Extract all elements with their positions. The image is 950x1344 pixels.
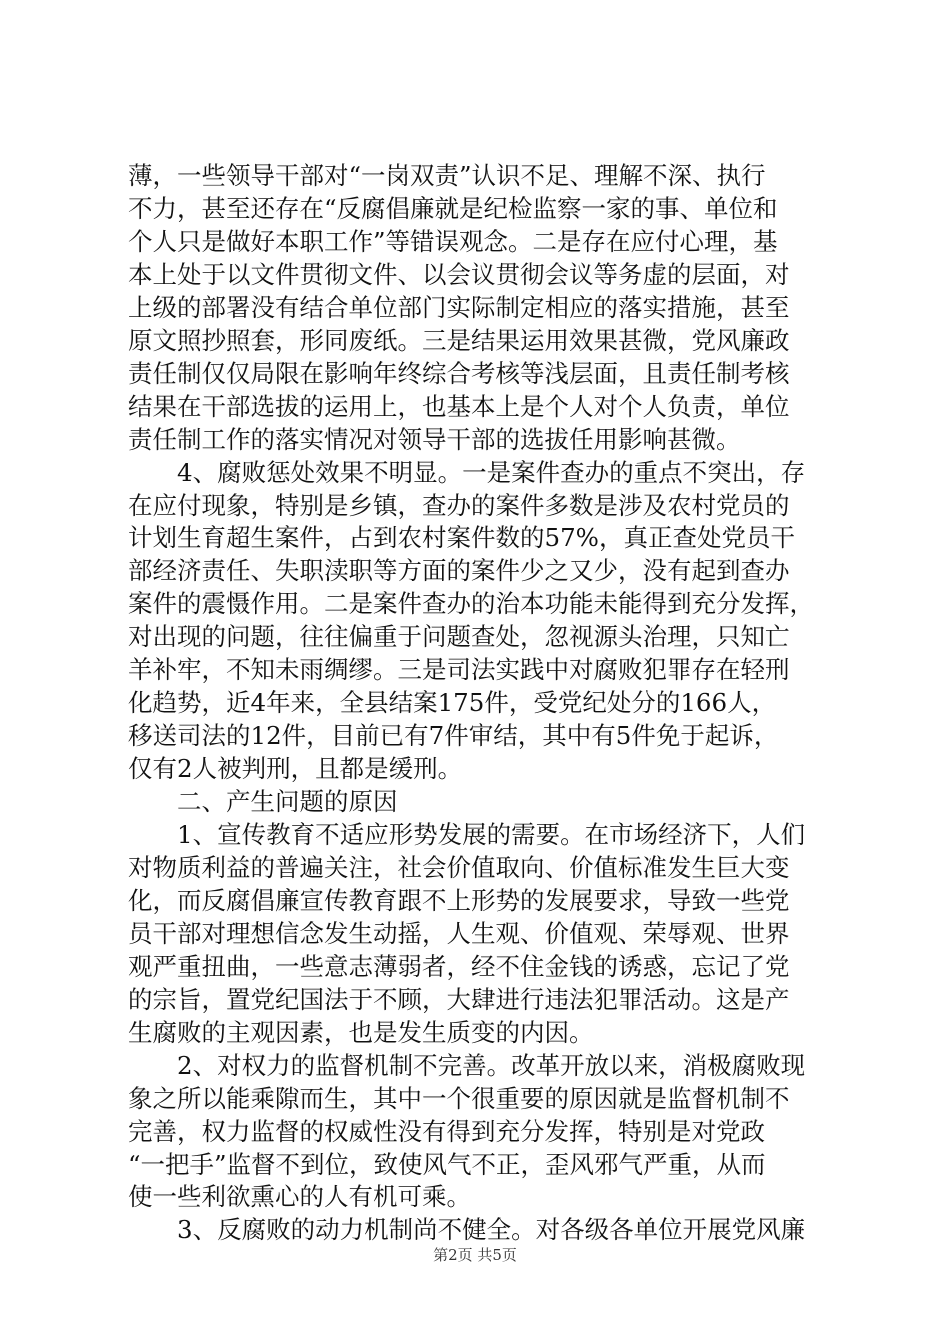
text-line: 2、对权力的监督机制不完善。改革开放以来，消极腐败现 (128, 1051, 806, 1080)
text-line: 薄，一些领导干部对“一岗双责”认识不足、理解不深、执行 (128, 161, 766, 190)
text-line: 化，而反腐倡廉宣传教育跟不上形势的发展要求，导致一些党 (128, 886, 790, 915)
text-line: 结果在干部选拔的运用上，也基本上是个人对个人负责，单位 (128, 392, 790, 421)
text-line: 使一些利欲熏心的人有机可乘。 (128, 1182, 471, 1211)
text-line: 观严重扭曲，一些意志薄弱者，经不住金钱的诱惑，忘记了党 (128, 952, 790, 981)
text-line: 部经济责任、失职渎职等方面的案件少之又少，没有起到查办 (128, 556, 790, 585)
text-line: 的宗旨，置党纪国法于不顾，大肆进行违法犯罪活动。这是产 (128, 985, 790, 1014)
text-line: 对出现的问题，往往偏重于问题查处，忽视源头治理，只知亡 (128, 622, 790, 651)
text-line: 3、反腐败的动力机制尚不健全。对各级各单位开展党风廉 (128, 1215, 806, 1244)
text-line: 不力，甚至还存在“反腐倡廉就是纪检监察一家的事、单位和 (128, 194, 778, 223)
text-line: 本上处于以文件贯彻文件、以会议贯彻会议等务虚的层面，对 (128, 260, 790, 289)
text-line: 化趋势，近4年来，全县结案175件，受党纪处分的166人， (128, 688, 777, 717)
text-line: 责任制仅仅局限在影响年终综合考核等浅层面，且责任制考核 (128, 359, 790, 388)
text-line: 在应付现象，特别是乡镇，查办的案件多数是涉及农村党员的 (128, 491, 790, 520)
text-line: 上级的部署没有结合单位部门实际制定相应的落实措施，甚至 (128, 293, 790, 322)
text-line: 象之所以能乘隙而生，其中一个很重要的原因就是监督机制不 (128, 1084, 790, 1113)
text-line: 责任制工作的落实情况对领导干部的选拔任用影响甚微。 (128, 425, 741, 454)
text-line: 对物质利益的普遍关注，社会价值取向、价值标准发生巨大变 (128, 853, 790, 882)
text-line: 1、宣传教育不适应形势发展的需要。在市场经济下，人们 (128, 820, 806, 849)
text-line: 员干部对理想信念发生动摇，人生观、价值观、荣辱观、世界 (128, 919, 790, 948)
text-line: 计划生育超生案件，占到农村案件数的57%，真正查处党员干 (128, 523, 795, 552)
text-line: 案件的震慑作用。二是案件查办的治本功能未能得到充分发挥， (128, 589, 814, 618)
text-line: 生腐败的主观因素，也是发生质变的内因。 (128, 1018, 594, 1047)
text-line: 原文照抄照套，形同废纸。三是结果运用效果甚微，党风廉政 (128, 326, 790, 355)
text-line: 4、腐败惩处效果不明显。一是案件查办的重点不突出，存 (128, 458, 806, 487)
page-footer: 第2页 共5页 (433, 1246, 517, 1264)
text-line: 完善，权力监督的权威性没有得到充分发挥，特别是对党政 (128, 1117, 765, 1146)
text-line: 羊补牢，不知未雨绸缪。三是司法实践中对腐败犯罪存在轻刑 (128, 655, 790, 684)
text-line: 仅有2人被判刑，且都是缓刑。 (128, 754, 463, 783)
text-line: 移送司法的12件，目前已有7件审结，其中有5件免于起诉， (128, 721, 779, 750)
text-line: 二、产生问题的原因 (128, 787, 398, 816)
text-line: “一把手”监督不到位，致使风气不正，歪风邪气严重，从而 (128, 1150, 766, 1179)
text-line: 个人只是做好本职工作”等错误观念。二是存在应付心理，基 (128, 227, 778, 256)
